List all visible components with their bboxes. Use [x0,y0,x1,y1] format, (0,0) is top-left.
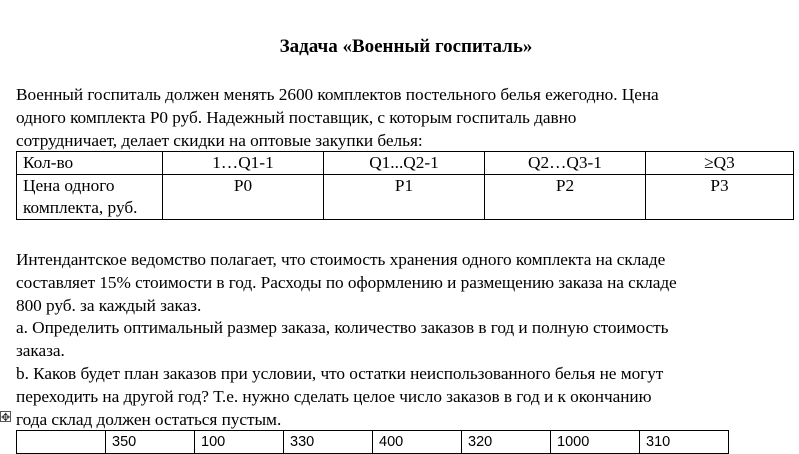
intro-line: Военный госпиталь должен менять 2600 комплектов постельного белья ежегодно. Цена [16,85,659,104]
body-line: Интендантское ведомство полагает, что стоимость хранения одного комплекта на складе [16,250,666,269]
body-line: a. Определить оптимальный размер заказа, количество заказов в год и полную стоимость [16,318,669,338]
table-cell[interactable]: 320 [462,431,551,454]
body-line: заказа. [16,341,65,361]
body-line: 800 руб. за каждый заказ. [16,295,202,315]
intro-line: одного комплекта P0 руб. Надежный поставщик, с которым госпиталь давно [16,107,577,127]
table-row [17,431,729,454]
table-cell [17,175,163,220]
table-cell: ≥Q3 [646,152,794,175]
data-table [16,430,729,454]
move-arrows-icon[interactable]: ✥ [1,411,11,424]
table-cell: P1 [324,175,485,220]
table-cell: P2 [485,175,646,220]
table-cell[interactable]: 350 [106,431,195,454]
table-cell: P3 [646,175,794,220]
body-line: года склад должен остаться пустым. [16,409,282,429]
row-label-line: Цена одного [23,176,115,195]
row-label-line: комплекта, руб. [23,198,138,217]
table-cell[interactable] [17,431,106,454]
table-cell[interactable]: 400 [373,431,462,454]
table-row [17,175,794,220]
intro-line: сотрудничает, делает скидки на оптовые закупки белья: [16,130,423,150]
table-cell: 1…Q1-1 [163,152,324,175]
table-cell: Q1...Q2-1 [324,152,485,175]
table-row [17,152,794,175]
table-cell[interactable]: 100 [195,431,284,454]
page-title: Задача «Военный госпиталь» [279,36,533,57]
body-line: b. Каков будет план заказов при условии, что остатки неиспользованного белья не могут [16,363,664,383]
body-line: составляет 15% стоимости в год. Расходы по оформлению и размещению заказа на складе [16,272,677,292]
table-cell: P0 [163,175,324,220]
intro-paragraph [16,84,796,152]
task-paragraph [16,249,796,431]
table-cell: Кол-во [17,152,163,175]
body-line: переходить на другой год? Т.е. нужно сделать целое число заказов в год и к окончанию [16,386,652,406]
table-cell[interactable]: 310 [640,431,729,454]
table-cell[interactable]: 330 [284,431,373,454]
table-cell: Q2…Q3-1 [485,152,646,175]
table-cell[interactable]: 1000 [551,431,640,454]
price-table [16,151,794,220]
